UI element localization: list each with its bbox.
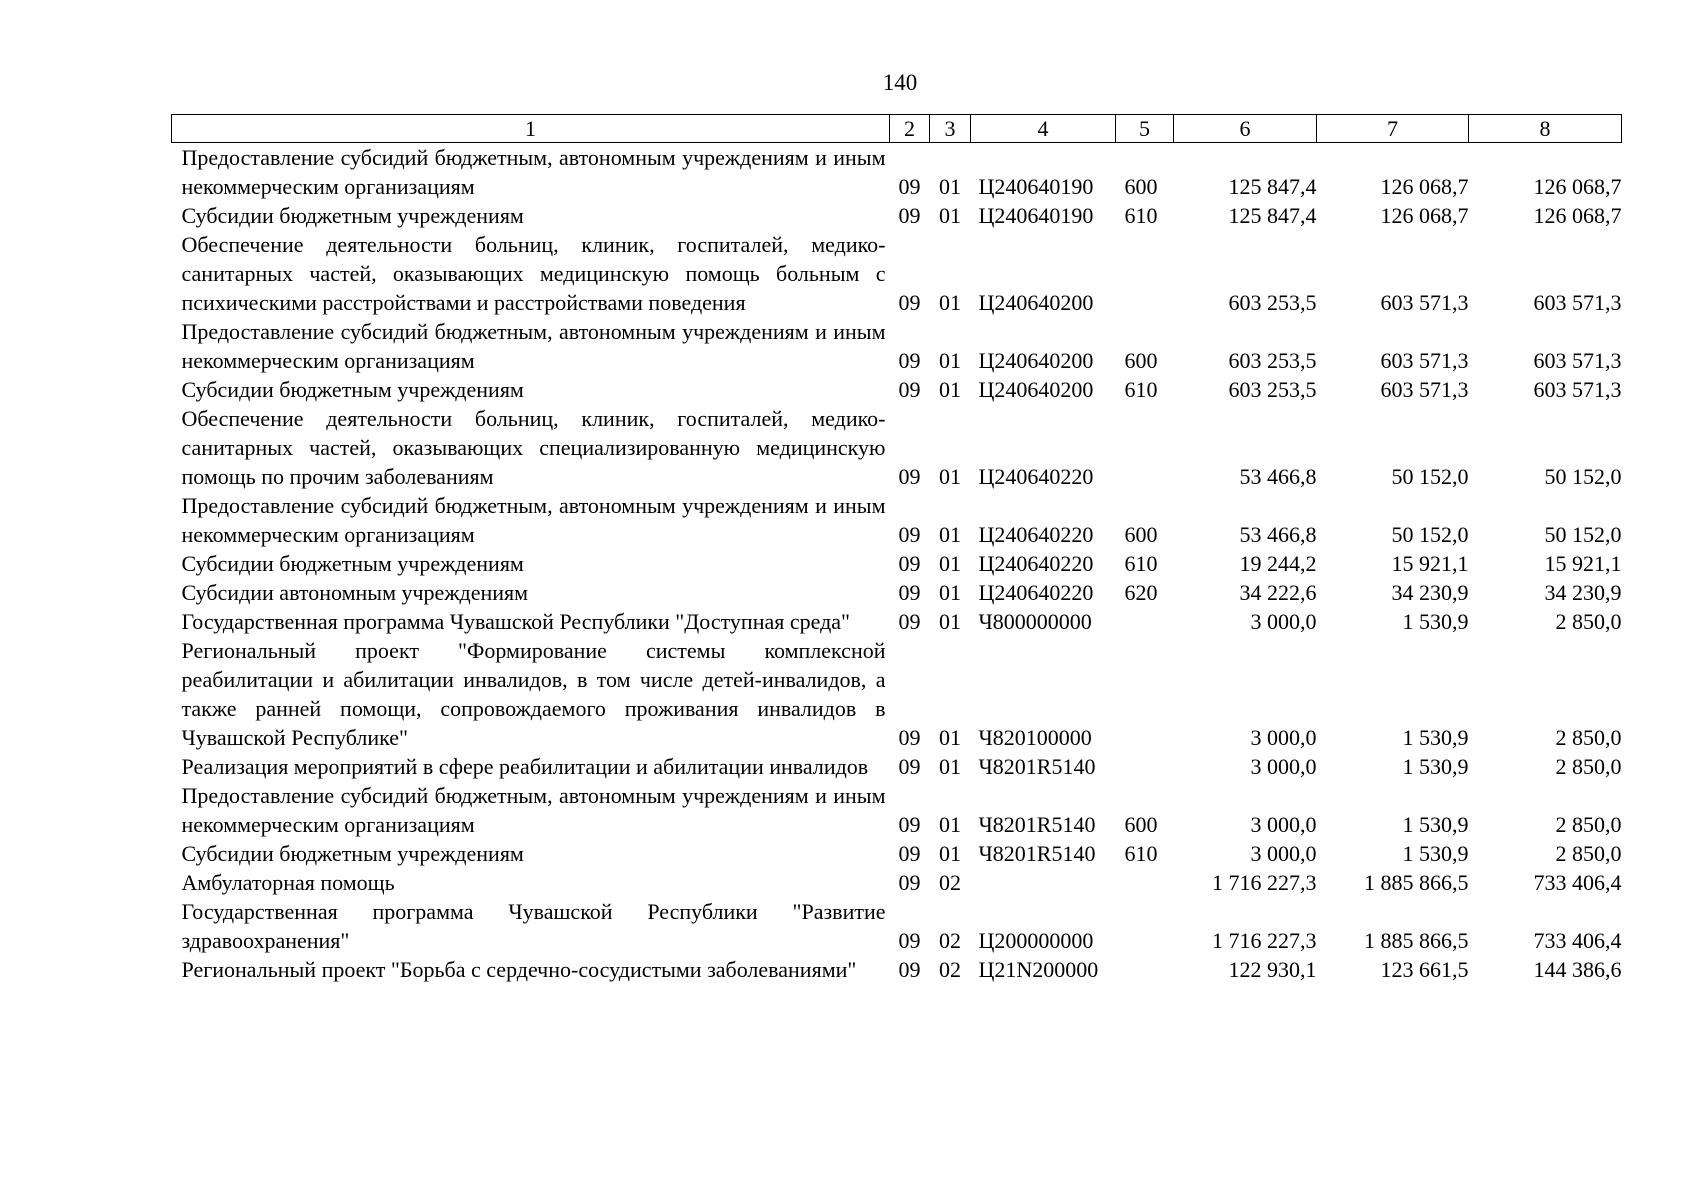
table-row [172, 230, 1622, 317]
amount-col-8: 15 921,1 [1544, 551, 1622, 576]
row-name: Обеспечение деятельности больниц, клиник, госпиталей, медико-санитарных частей, оказывающих медицинскую помощь больным с психическими расстройствами и расстройствами поведения [181, 232, 886, 315]
amount-col-6: 53 466,8 [1239, 464, 1317, 489]
table-row [172, 201, 1622, 230]
table-body [172, 143, 1622, 985]
expense-type-code: 610 [1124, 203, 1158, 228]
target-article-code: Ц240640190 [978, 203, 1094, 228]
table-row [172, 404, 1622, 491]
row-name: Амбулаторная помощь [181, 870, 395, 895]
expense-type-code [1116, 404, 1174, 491]
section-code: 09 [898, 464, 921, 489]
table-row [172, 897, 1622, 955]
amount-col-7: 1 530,9 [1402, 725, 1469, 750]
section-code: 09 [898, 928, 921, 953]
subsection-code: 01 [939, 609, 961, 634]
amount-col-8: 126 068,7 [1533, 203, 1622, 228]
target-article-code: Ц240640200 [978, 290, 1094, 315]
header-col-3: 3 [930, 115, 971, 143]
amount-col-7: 603 571,3 [1380, 290, 1469, 315]
table-row [172, 781, 1622, 839]
row-name: Реализация мероприятий в сфере реабилитации и абилитации инвалидов [181, 754, 869, 779]
amount-col-8: 2 850,0 [1555, 754, 1622, 779]
target-article-code: Ч820100000 [978, 725, 1092, 750]
subsection-code: 01 [939, 580, 961, 605]
target-article-code: Ч8201R5140 [978, 812, 1096, 837]
expense-type-code: 600 [1124, 522, 1158, 547]
section-code: 09 [898, 203, 921, 228]
expense-type-code [1116, 955, 1174, 984]
table-row [172, 491, 1622, 549]
amount-col-6: 603 253,5 [1228, 290, 1317, 315]
section-code: 09 [898, 725, 921, 750]
section-code: 09 [898, 174, 921, 199]
target-article-code: Ц240640220 [978, 551, 1094, 576]
expense-type-code [1116, 868, 1174, 897]
section-code: 09 [898, 290, 921, 315]
subsection-code: 01 [939, 725, 961, 750]
row-name: Предоставление субсидий бюджетным, автономным учреждениям и иным некоммерческим организациям [181, 319, 886, 373]
table-row [172, 375, 1622, 404]
amount-col-6: 122 930,1 [1228, 957, 1317, 982]
subsection-code: 01 [939, 812, 961, 837]
section-code: 09 [898, 377, 921, 402]
subsection-code: 02 [939, 957, 961, 982]
amount-col-7: 1 885 866,5 [1364, 870, 1469, 895]
expense-type-code [1116, 752, 1174, 781]
amount-col-6: 125 847,4 [1228, 174, 1317, 199]
row-name: Предоставление субсидий бюджетным, автономным учреждениям и иным некоммерческим организациям [181, 145, 886, 199]
subsection-code: 02 [939, 928, 961, 953]
amount-col-7: 126 068,7 [1380, 203, 1469, 228]
amount-col-8: 733 406,4 [1533, 928, 1622, 953]
amount-col-8: 126 068,7 [1533, 174, 1622, 199]
expense-type-code [1116, 230, 1174, 317]
expense-type-code: 600 [1124, 812, 1158, 837]
amount-col-6: 3 000,0 [1250, 812, 1317, 837]
row-name: Обеспечение деятельности больниц, клиник, госпиталей, медико-санитарных частей, оказывающих специализированную медицинскую помощь по прочим заболеваниям [181, 406, 886, 489]
amount-col-6: 3 000,0 [1250, 725, 1317, 750]
target-article-code [971, 868, 1116, 897]
amount-col-6: 3 000,0 [1250, 841, 1317, 866]
section-code: 09 [898, 870, 921, 895]
amount-col-7: 1 530,9 [1402, 812, 1469, 837]
amount-col-8: 603 571,3 [1533, 377, 1622, 402]
table-row [172, 317, 1622, 375]
target-article-code: Ц240640220 [978, 580, 1094, 605]
header-col-1: 1 [172, 115, 890, 143]
expense-type-code: 620 [1124, 580, 1158, 605]
amount-col-7: 603 571,3 [1380, 348, 1469, 373]
amount-col-6: 3 000,0 [1250, 754, 1317, 779]
row-name: Государственная программа Чувашской Республики "Доступная среда" [181, 609, 851, 634]
expense-type-code [1116, 897, 1174, 955]
target-article-code: Ц240640200 [978, 348, 1094, 373]
expense-type-code [1116, 607, 1174, 636]
table-row [172, 868, 1622, 897]
header-col-8: 8 [1469, 115, 1622, 143]
expense-type-code: 610 [1124, 377, 1158, 402]
amount-col-8: 603 571,3 [1533, 290, 1622, 315]
section-code: 09 [898, 348, 921, 373]
budget-table [171, 114, 1622, 984]
column-number-header [172, 115, 1622, 143]
target-article-code: Ч8201R5140 [978, 841, 1096, 866]
row-name: Государственная программа Чувашской Республики "Развитие здравоохранения" [181, 899, 886, 953]
amount-col-7: 34 230,9 [1391, 580, 1469, 605]
target-article-code: Ч800000000 [978, 609, 1092, 634]
table-row [172, 636, 1622, 752]
expense-type-code: 610 [1124, 551, 1158, 576]
header-col-6: 6 [1174, 115, 1317, 143]
amount-col-6: 34 222,6 [1239, 580, 1317, 605]
target-article-code: Ц240640200 [978, 377, 1094, 402]
amount-col-8: 144 386,6 [1533, 957, 1622, 982]
row-name: Субсидии бюджетным учреждениям [181, 377, 524, 402]
amount-col-8: 733 406,4 [1533, 870, 1622, 895]
subsection-code: 01 [939, 464, 961, 489]
expense-type-code: 610 [1124, 841, 1158, 866]
amount-col-6: 3 000,0 [1250, 609, 1317, 634]
row-name: Субсидии бюджетным учреждениям [181, 203, 524, 228]
table-row [172, 955, 1622, 984]
amount-col-8: 2 850,0 [1555, 812, 1622, 837]
amount-col-7: 1 530,9 [1402, 609, 1469, 634]
row-name: Субсидии автономным учреждениям [181, 580, 529, 605]
amount-col-6: 1 716 227,3 [1212, 928, 1317, 953]
amount-col-8: 603 571,3 [1533, 348, 1622, 373]
subsection-code: 01 [939, 841, 961, 866]
subsection-code: 01 [939, 754, 961, 779]
table-row [172, 752, 1622, 781]
amount-col-7: 603 571,3 [1380, 377, 1469, 402]
row-name: Субсидии бюджетным учреждениям [181, 841, 524, 866]
amount-col-7: 1 885 866,5 [1364, 928, 1469, 953]
amount-col-8: 2 850,0 [1555, 841, 1622, 866]
table-row [172, 578, 1622, 607]
section-code: 09 [898, 841, 921, 866]
target-article-code: Ц240640220 [978, 464, 1094, 489]
amount-col-7: 123 661,5 [1380, 957, 1469, 982]
amount-col-6: 125 847,4 [1228, 203, 1317, 228]
table-row [172, 549, 1622, 578]
amount-col-7: 1 530,9 [1402, 841, 1469, 866]
target-article-code: Ц240640220 [978, 522, 1094, 547]
subsection-code: 01 [939, 551, 961, 576]
amount-col-7: 126 068,7 [1380, 174, 1469, 199]
target-article-code: Ц21N200000 [978, 957, 1099, 982]
subsection-code: 01 [939, 377, 961, 402]
row-name: Региональный проект "Формирование системы комплексной реабилитации и абилитации инвалидов, в том числе детей-инвалидов, а также ранней помощи, сопровождаемого проживания инвалидов в Чувашской Республике" [181, 638, 886, 750]
table-row [172, 143, 1622, 202]
amount-col-7: 50 152,0 [1391, 464, 1469, 489]
amount-col-6: 19 244,2 [1239, 551, 1317, 576]
header-col-7: 7 [1317, 115, 1469, 143]
row-name: Предоставление субсидий бюджетным, автономным учреждениям и иным некоммерческим организациям [181, 493, 886, 547]
section-code: 09 [898, 609, 921, 634]
section-code: 09 [898, 580, 921, 605]
amount-col-8: 50 152,0 [1544, 522, 1622, 547]
amount-col-7: 50 152,0 [1391, 522, 1469, 547]
target-article-code: Ц200000000 [978, 928, 1094, 953]
amount-col-6: 1 716 227,3 [1212, 870, 1317, 895]
section-code: 09 [898, 812, 921, 837]
row-name: Субсидии бюджетным учреждениям [181, 551, 524, 576]
header-col-4: 4 [971, 115, 1116, 143]
amount-col-8: 50 152,0 [1544, 464, 1622, 489]
amount-col-8: 2 850,0 [1555, 609, 1622, 634]
subsection-code: 01 [939, 290, 961, 315]
table-row [172, 607, 1622, 636]
row-name: Региональный проект "Борьба с сердечно-сосудистыми заболеваниями" [181, 957, 857, 982]
expense-type-code [1116, 636, 1174, 752]
subsection-code: 01 [939, 174, 961, 199]
header-col-2: 2 [890, 115, 930, 143]
section-code: 09 [898, 957, 921, 982]
subsection-code: 01 [939, 348, 961, 373]
header-col-5: 5 [1116, 115, 1174, 143]
amount-col-6: 603 253,5 [1228, 348, 1317, 373]
amount-col-8: 34 230,9 [1544, 580, 1622, 605]
expense-type-code: 600 [1124, 348, 1158, 373]
amount-col-8: 2 850,0 [1555, 725, 1622, 750]
table-row [172, 839, 1622, 868]
subsection-code: 01 [939, 522, 961, 547]
subsection-code: 02 [939, 870, 961, 895]
section-code: 09 [898, 551, 921, 576]
target-article-code: Ч8201R5140 [978, 754, 1096, 779]
page-number: 140 [882, 70, 918, 95]
amount-col-6: 603 253,5 [1228, 377, 1317, 402]
subsection-code: 01 [939, 203, 961, 228]
amount-col-6: 53 466,8 [1239, 522, 1317, 547]
target-article-code: Ц240640190 [978, 174, 1094, 199]
section-code: 09 [898, 754, 921, 779]
expense-type-code: 600 [1124, 174, 1158, 199]
amount-col-7: 1 530,9 [1402, 754, 1469, 779]
amount-col-7: 15 921,1 [1391, 551, 1469, 576]
section-code: 09 [898, 522, 921, 547]
row-name: Предоставление субсидий бюджетным, автономным учреждениям и иным некоммерческим организациям [181, 783, 886, 837]
